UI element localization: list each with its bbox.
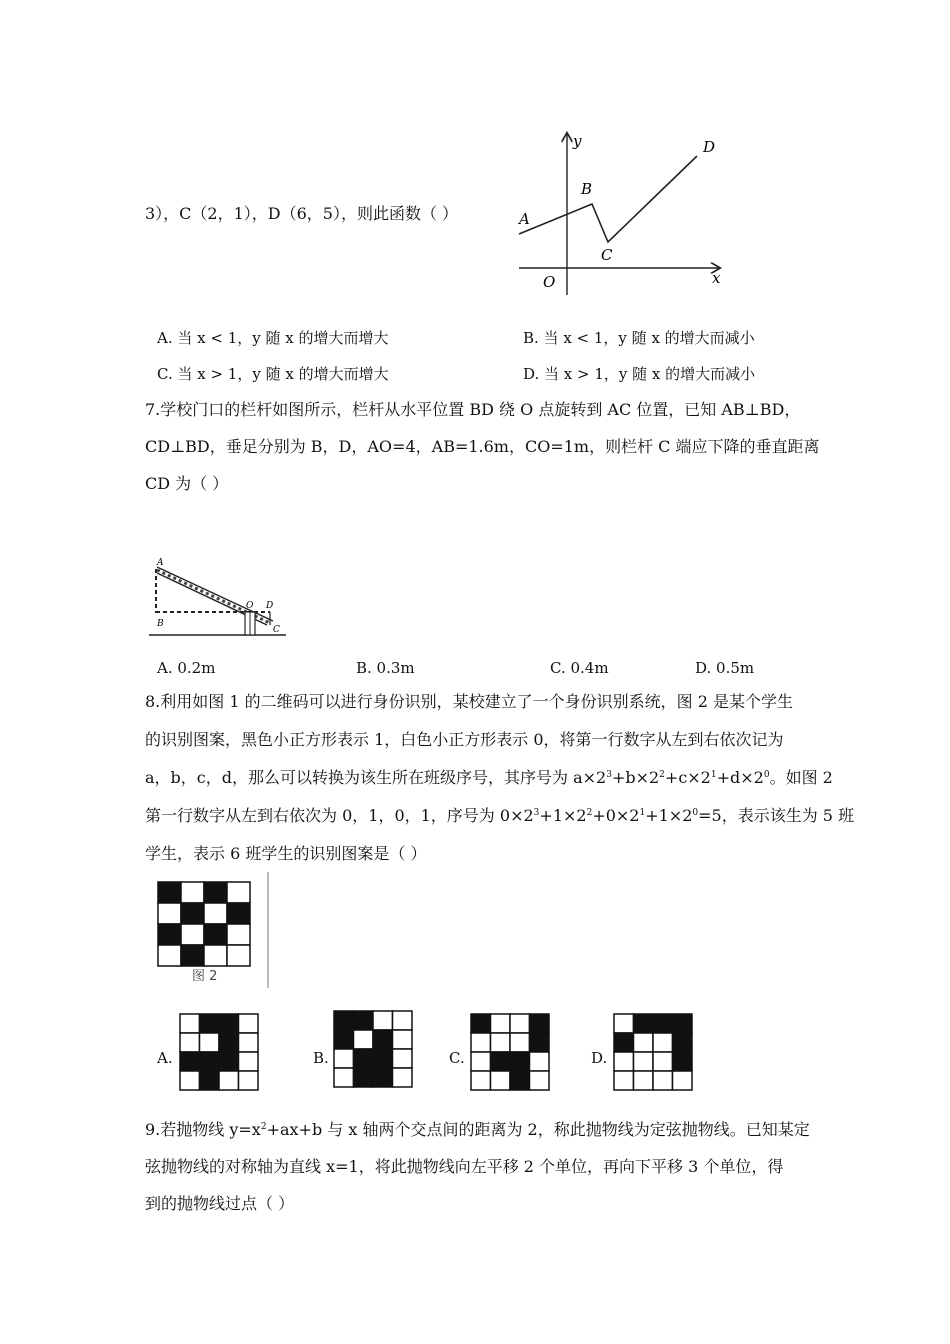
q8-line-5: 学生，表示 6 班学生的识别图案是（ ）	[145, 844, 427, 863]
grid-cell	[204, 882, 227, 903]
grid-cell	[614, 1071, 634, 1090]
grid-cell	[634, 1033, 654, 1052]
grid-cell	[181, 945, 204, 966]
grid-cell	[471, 1052, 491, 1071]
grid-cell	[158, 945, 181, 966]
q7-line-3: CD 为（ ）	[145, 474, 229, 493]
grid-cell	[227, 903, 250, 924]
q8-figure-2	[152, 872, 272, 990]
q8-option-d-label[interactable]: D.	[591, 1049, 608, 1067]
grid-cell	[491, 1052, 511, 1071]
point-o-label: O	[246, 601, 254, 611]
grid-cell	[204, 945, 227, 966]
grid-cell	[239, 1014, 259, 1033]
grid-cell	[530, 1071, 550, 1090]
grid-cell	[181, 882, 204, 903]
q7-line-2: CD⊥BD，垂足分别为 B，D，AO=4，AB=1.6m，CO=1m，则栏杆 C 端应下降的垂直距离	[145, 437, 820, 456]
grid-cell	[200, 1071, 220, 1090]
grid-cell	[471, 1014, 491, 1033]
grid-cell	[180, 1014, 200, 1033]
grid-cell	[634, 1014, 654, 1033]
grid-cell	[491, 1033, 511, 1052]
grid-cell	[510, 1033, 530, 1052]
q8-option-b-label[interactable]: B.	[313, 1049, 329, 1067]
q8-option-d-grid[interactable]	[613, 1013, 695, 1093]
q9-line-3: 到的抛物线过点（ ）	[145, 1194, 295, 1213]
q7-line-1: 7.学校门口的栏杆如图所示，栏杆从水平位置 BD 绕 O 点旋转到 AC 位置，已知 AB⊥BD，	[145, 400, 801, 419]
grid-cell	[158, 882, 181, 903]
grid-cell	[200, 1033, 220, 1052]
q8-line-3: a，b，c，d，那么可以转换为该生所在班级序号，其序号为 $a\times 2^3+b\times 2^2+c\times 2^1+d\times 2^0$。如图 2	[145, 768, 833, 787]
grid-cell	[634, 1052, 654, 1071]
grid-cell	[239, 1033, 259, 1052]
grid-cell	[200, 1014, 220, 1033]
grid-cell	[354, 1011, 374, 1030]
q8-line-4: 第一行数字从左到右依次为 0，1，0，1，序号为 $0\times 2^3+1\times 2^2+0\times 2^1+1\times 2^0=5$，表示该生为 5 班	[145, 806, 855, 825]
grid-cell	[181, 924, 204, 945]
grid-cell	[393, 1049, 413, 1068]
grid-cell	[491, 1071, 511, 1090]
grid-cell	[227, 924, 250, 945]
point-c-label: C	[601, 246, 613, 264]
q6-option-b[interactable]: B. 当 x < 1，y 随 x 的增大而减小	[523, 329, 755, 347]
grid-cell	[673, 1071, 693, 1090]
grid-cell	[158, 903, 181, 924]
grid-cell	[393, 1011, 413, 1030]
grid-cell	[204, 903, 227, 924]
grid-cell	[219, 1052, 239, 1071]
point-d-label: D	[266, 601, 274, 611]
grid-cell	[673, 1033, 693, 1052]
point-a-label: A	[519, 210, 530, 228]
grid-cell	[181, 903, 204, 924]
grid-cell	[653, 1071, 673, 1090]
grid-cell	[227, 945, 250, 966]
grid-cell	[634, 1071, 654, 1090]
grid-cell	[510, 1014, 530, 1033]
grid-cell	[239, 1071, 259, 1090]
grid-cell	[673, 1014, 693, 1033]
grid-cell	[653, 1052, 673, 1071]
grid-cell	[204, 924, 227, 945]
x-axis-label: x	[712, 269, 721, 287]
q8-option-c-grid[interactable]	[470, 1013, 552, 1093]
q8-option-a-label[interactable]: A.	[157, 1049, 173, 1067]
q7-option-b[interactable]: B. 0.3m	[356, 659, 415, 677]
q8-option-c-label[interactable]: C.	[449, 1049, 465, 1067]
grid-cell	[354, 1030, 374, 1049]
q7-option-a[interactable]: A. 0.2m	[157, 659, 216, 677]
y-axis-label: y	[573, 132, 582, 150]
grid-cell	[227, 882, 250, 903]
grid-cell	[219, 1033, 239, 1052]
q7-option-d[interactable]: D. 0.5m	[695, 659, 755, 677]
q6-stem: 3），C（2，1），D（6，5），则此函数（ ）	[145, 204, 459, 223]
point-c-label: C	[273, 625, 280, 635]
grid-cell	[471, 1033, 491, 1052]
grid-cell	[614, 1052, 634, 1071]
grid-cell	[354, 1068, 374, 1087]
grid-cell	[530, 1052, 550, 1071]
q6-option-a[interactable]: A. 当 x < 1，y 随 x 的增大而增大	[157, 329, 389, 347]
q8-option-a-grid[interactable]	[179, 1013, 261, 1093]
point-b-label: B	[157, 619, 164, 629]
point-d-label: D	[703, 138, 716, 156]
grid-cell	[530, 1033, 550, 1052]
function-polyline	[519, 156, 697, 242]
grid-cell	[180, 1052, 200, 1071]
q8-option-b-grid[interactable]	[333, 1010, 415, 1090]
grid-cell	[373, 1049, 393, 1068]
fig2-grid	[158, 882, 250, 966]
origin-label: O	[543, 273, 556, 291]
grid-cell	[200, 1052, 220, 1071]
q7-option-c[interactable]: C. 0.4m	[550, 659, 609, 677]
fig2-caption: 图 2	[192, 969, 218, 984]
grid-cell	[373, 1011, 393, 1030]
grid-cell	[393, 1030, 413, 1049]
grid-cell	[373, 1030, 393, 1049]
grid-cell	[510, 1052, 530, 1071]
grid-cell	[491, 1014, 511, 1033]
q6-option-d[interactable]: D. 当 x > 1，y 随 x 的增大而减小	[523, 365, 756, 383]
grid-cell	[614, 1014, 634, 1033]
grid-cell	[334, 1049, 354, 1068]
grid-cell	[653, 1014, 673, 1033]
grid-cell	[334, 1030, 354, 1049]
grid-cell	[393, 1068, 413, 1087]
grid-cell	[471, 1071, 491, 1090]
grid-cell	[334, 1068, 354, 1087]
grid-cell	[354, 1049, 374, 1068]
grid-cell	[219, 1071, 239, 1090]
q8-line-2: 的识别图案，黑色小正方形表示 1，白色小正方形表示 0，将第一行数字从左到右依次记为	[145, 730, 784, 749]
grid-cell	[614, 1033, 634, 1052]
q7-barrier-figure	[145, 555, 295, 645]
grid-cell	[158, 924, 181, 945]
grid-cell	[180, 1071, 200, 1090]
grid-cell	[180, 1033, 200, 1052]
grid-cell	[510, 1071, 530, 1090]
grid-cell	[373, 1068, 393, 1087]
point-b-label: B	[581, 180, 593, 198]
grid-cell	[219, 1014, 239, 1033]
q6-option-c[interactable]: C. 当 x > 1，y 随 x 的增大而增大	[157, 365, 389, 383]
grid-cell	[673, 1052, 693, 1071]
grid-cell	[239, 1052, 259, 1071]
q8-line-1: 8.利用如图 1 的二维码可以进行身份识别，某校建立了一个身份识别系统，图 2 是某个学生	[145, 692, 793, 711]
q9-line-1: 9.若抛物线 $y=x^2+ax+b$ 与 x 轴两个交点间的距离为 2，称此抛物线为定弦抛物线。已知某定	[145, 1120, 810, 1139]
grid-cell	[653, 1033, 673, 1052]
point-a-label: A	[157, 558, 164, 568]
grid-cell	[530, 1014, 550, 1033]
grid-cell	[334, 1011, 354, 1030]
q6-function-graph	[505, 128, 735, 298]
q9-line-2: 弦抛物线的对称轴为直线 x=1，将此抛物线向左平移 2 个单位，再向下平移 3 个单位，得	[145, 1157, 784, 1176]
